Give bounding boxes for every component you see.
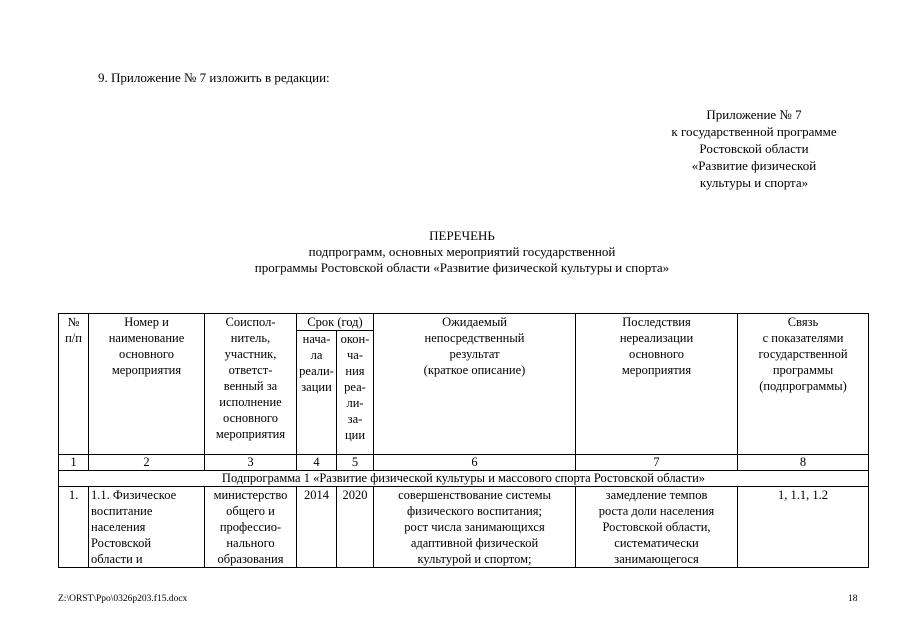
header-name: Номер и наименование основного мероприятия <box>89 314 205 455</box>
document-heading <box>150 228 774 276</box>
row-result: совершенствование системы физического воспитания; рост числа занимающихся адаптивной физической культурой и спортом; <box>374 487 576 568</box>
appendix-line: к государственной программе <box>671 124 837 139</box>
col-number: 2 <box>89 455 205 471</box>
col-number: 7 <box>576 455 738 471</box>
header-num: № п/п <box>59 314 89 455</box>
header-executor: Соиспол- нитель, участник, ответст- венный за исполнение основного мероприятия <box>205 314 297 455</box>
col-number: 5 <box>337 455 374 471</box>
row-name: 1.1. Физическое воспитание населения Ростовской области и <box>89 487 205 568</box>
appendix-block <box>634 106 874 191</box>
heading-title: ПЕРЕЧЕНЬ <box>429 228 495 243</box>
row-consequences: замедление темпов роста доли населения Ростовской области, систематически занимающегося <box>576 487 738 568</box>
col-number: 6 <box>374 455 576 471</box>
intro-paragraph: 9. Приложение № 7 изложить в редакции: <box>98 70 330 85</box>
col-number: 8 <box>738 455 869 471</box>
header-end: окон- ча- ния реа- ли- за- ции <box>337 331 374 455</box>
header-row <box>59 314 869 331</box>
row-link: 1, 1.1, 1.2 <box>738 487 869 568</box>
footer-file-path: Z:\ORST\Ppo\0326p203.f15.docx <box>58 594 188 604</box>
footer-page-number: 18 <box>848 594 858 604</box>
header-consequences: Последствия нереализации основного мероприятия <box>576 314 738 455</box>
header-start: нача- ла реали- зации <box>297 331 337 455</box>
col-number: 4 <box>297 455 337 471</box>
col-number: 3 <box>205 455 297 471</box>
header-result: Ожидаемый непосредственный результат (краткое описание) <box>374 314 576 455</box>
row-num: 1. <box>59 487 89 568</box>
row-executor: министерство общего и профессио- нального образования <box>205 487 297 568</box>
heading-subtitle-line: программы Ростовской области «Развитие физической культуры и спорта» <box>254 260 670 275</box>
row-end: 2020 <box>337 487 374 568</box>
column-numbers-row <box>59 455 869 471</box>
appendix-line: Ростовской области <box>699 141 809 156</box>
appendix-line: «Развитие физической <box>691 158 817 173</box>
header-period: Срок (год) <box>297 314 374 331</box>
measures-table <box>58 313 869 568</box>
row-start: 2014 <box>297 487 337 568</box>
heading-subtitle-line: подпрограмм, основных мероприятий государственной <box>308 244 616 259</box>
col-number: 1 <box>59 455 89 471</box>
header-link: Связь с показателями государственной программы (подпрограммы) <box>738 314 869 455</box>
subprogram-row <box>59 471 869 487</box>
table-row <box>59 487 869 568</box>
appendix-line: культуры и спорта» <box>699 175 809 190</box>
appendix-line: Приложение № 7 <box>706 107 802 122</box>
subprogram-title: Подпрограмма 1 «Развитие физической культуры и массового спорта Ростовской области» <box>59 471 869 487</box>
